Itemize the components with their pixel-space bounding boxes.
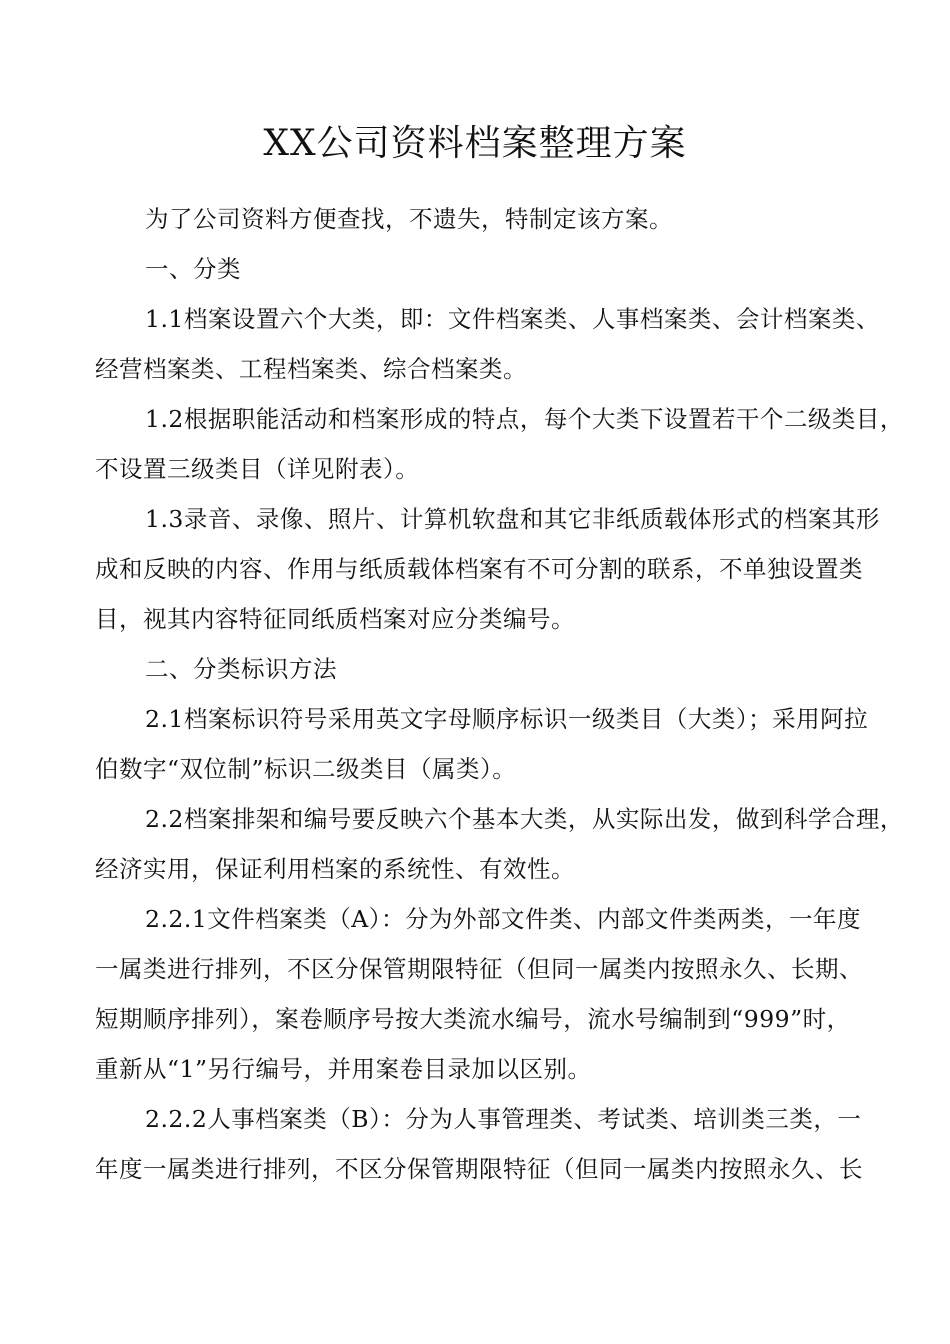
paragraph-line: 2.2.1文件档案类（A）：分为外部文件类、内部文件类两类，一年度 xyxy=(145,905,862,933)
paragraph-line: 伯数字“双位制”标识二级类目（属类）。 xyxy=(95,755,517,783)
paragraph-line: 1.3录音、录像、照片、计算机软盘和其它非纸质载体形式的档案其形 xyxy=(145,505,880,533)
paragraph-intro: 为了公司资料方便查找，不遗失，特制定该方案。 xyxy=(145,205,673,233)
paragraph-line: 重新从“1”另行编号，并用案卷目录加以区别。 xyxy=(95,1055,592,1083)
paragraph-line: 不设置三级类目（详见附表）。 xyxy=(95,455,420,483)
paragraph-line: 1.1档案设置六个大类，即：文件档案类、人事档案类、会计档案类、 xyxy=(145,305,880,333)
paragraph-line: 短期顺序排列），案卷顺序号按大类流水编号，流水号编制到“999”时， xyxy=(95,1005,851,1033)
paragraph-line: 2.2档案排架和编号要反映六个基本大类，从实际出发，做到科学合理， xyxy=(145,805,904,833)
paragraph-line: 目，视其内容特征同纸质档案对应分类编号。 xyxy=(95,605,575,633)
paragraph-line: 经营档案类、工程档案类、综合档案类。 xyxy=(95,355,527,383)
paragraph-line: 成和反映的内容、作用与纸质载体档案有不可分割的联系，不单独设置类 xyxy=(95,555,863,583)
section-heading-2: 二、分类标识方法 xyxy=(145,655,337,683)
paragraph-line: 年度一属类进行排列，不区分保管期限特征（但同一属类内按照永久、长 xyxy=(95,1155,863,1183)
paragraph-line: 经济实用，保证利用档案的系统性、有效性。 xyxy=(95,855,575,883)
paragraph-line: 1.2根据职能活动和档案形成的特点，每个大类下设置若干个二级类目， xyxy=(145,405,904,433)
paragraph-line: 2.2.2人事档案类（B）：分为人事管理类、考试类、培训类三类，一 xyxy=(145,1105,862,1133)
document-title: XX公司资料档案整理方案 xyxy=(263,123,687,164)
paragraph-line: 2.1档案标识符号采用英文字母顺序标识一级类目（大类）；采用阿拉 xyxy=(145,705,869,733)
section-heading-1: 一、分类 xyxy=(145,255,241,283)
paragraph-line: 一属类进行排列，不区分保管期限特征（但同一属类内按照永久、长期、 xyxy=(95,955,863,983)
